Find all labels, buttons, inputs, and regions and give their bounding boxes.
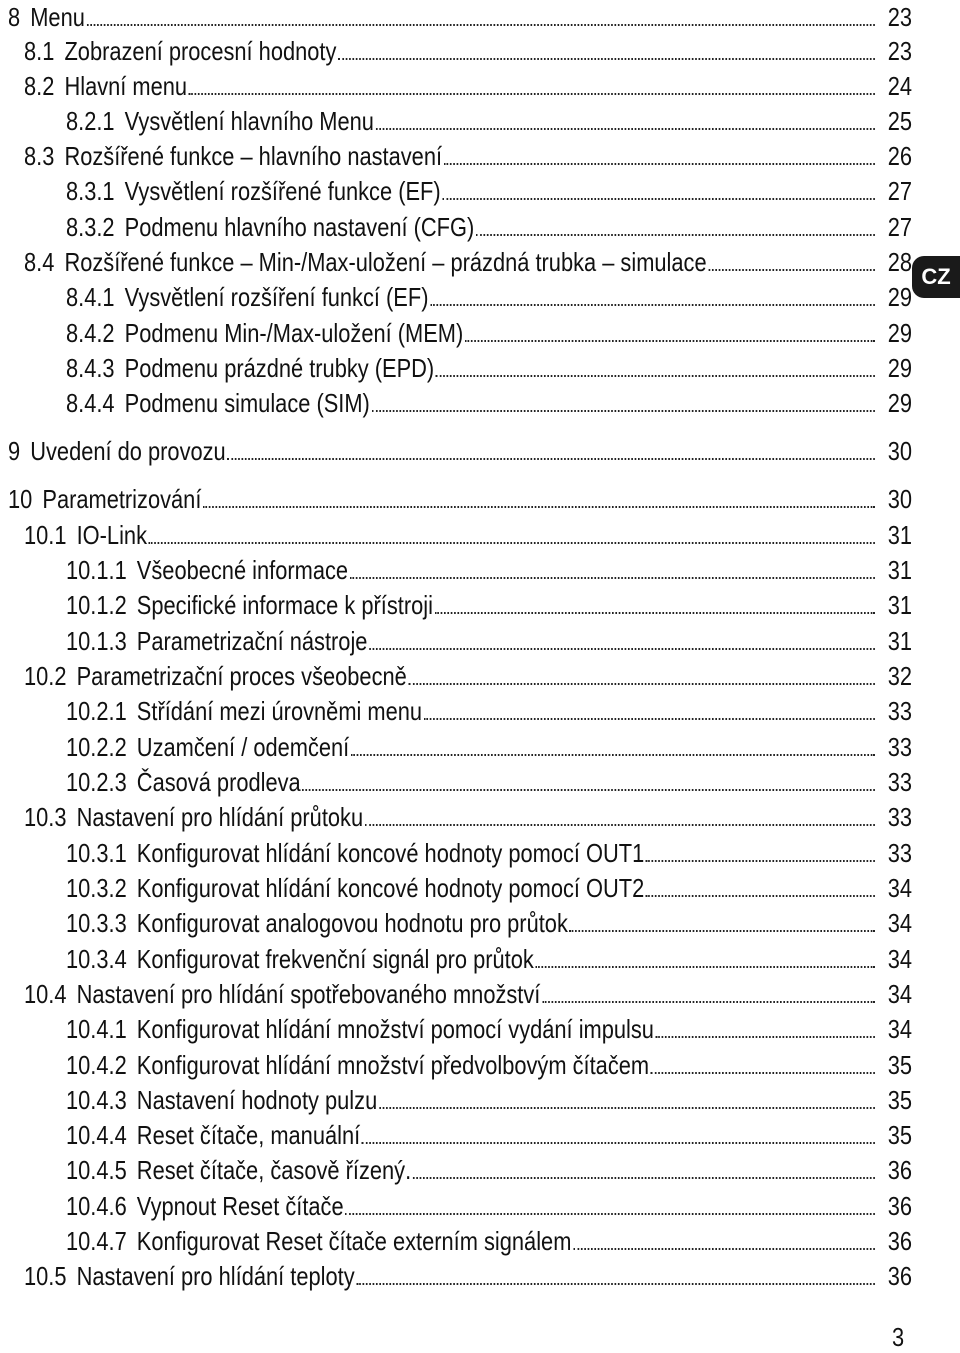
toc-row[interactable]	[0, 1189, 960, 1223]
toc-row[interactable]	[0, 659, 960, 693]
toc-title: Konfigurovat Reset čítače externím signálem	[136, 1226, 572, 1256]
toc-row[interactable]	[0, 906, 960, 940]
dot-leader	[570, 929, 875, 932]
dot-leader	[476, 233, 875, 236]
toc-number: 10.3.4	[66, 944, 127, 974]
toc-title: Konfigurovat hlídání množství předvolbovým čítačem	[136, 1050, 650, 1080]
dot-leader	[573, 1247, 875, 1250]
toc-row[interactable]	[0, 434, 960, 468]
toc-number: 8.2.1	[66, 106, 115, 136]
toc-page-number: 23	[887, 36, 912, 66]
toc-title: Parametrizování	[42, 484, 202, 514]
toc-page-number: 29	[887, 282, 912, 312]
toc-page-number: 23	[887, 2, 912, 32]
toc-row[interactable]	[0, 694, 960, 728]
toc-entry	[66, 624, 912, 658]
dot-leader	[535, 965, 875, 968]
toc-page-number: 29	[887, 353, 912, 383]
toc-entry	[24, 139, 912, 173]
toc-number: 8.3.2	[66, 212, 115, 242]
toc-title: Podmenu prázdné trubky (EPD)	[124, 353, 435, 383]
toc-page-number: 33	[887, 732, 912, 762]
toc-number: 8.4.3	[66, 353, 115, 383]
toc-entry	[8, 0, 912, 34]
toc-title: Konfigurovat analogovou hodnotu pro průtok	[136, 908, 568, 938]
toc-entry	[8, 482, 912, 516]
dot-leader	[149, 541, 875, 544]
toc-row[interactable]	[0, 1153, 960, 1187]
toc-page-number: 33	[887, 838, 912, 868]
toc-page-number: 31	[887, 626, 912, 656]
toc-row[interactable]	[0, 1012, 960, 1046]
toc-page-number: 31	[887, 555, 912, 585]
toc-title: Vysvětlení rozšířené funkce (EF)	[124, 176, 441, 206]
toc-number: 8.2	[24, 71, 55, 101]
toc-number: 8.4.2	[66, 318, 115, 348]
toc-number: 10.4.1	[66, 1014, 127, 1044]
dot-leader	[656, 1035, 875, 1038]
toc-row[interactable]	[0, 588, 960, 622]
toc-page-number: 33	[887, 696, 912, 726]
toc-page-number: 31	[887, 590, 912, 620]
dot-leader	[442, 197, 875, 200]
toc-page-number: 35	[887, 1085, 912, 1115]
toc-entry	[66, 553, 912, 587]
toc-entry	[66, 351, 912, 385]
toc-title: Vypnout Reset čítače	[136, 1191, 344, 1221]
toc-row[interactable]	[0, 518, 960, 552]
toc-title: Vysvětlení rozšíření funkcí (EF)	[124, 282, 429, 312]
dot-leader	[465, 339, 875, 342]
toc-entry	[24, 34, 912, 68]
dot-leader	[189, 92, 875, 95]
toc-title: Rozšířené funkce – hlavního nastavení	[64, 141, 443, 171]
toc-title: Parametrizační nástroje	[136, 626, 368, 656]
toc-entry	[66, 174, 912, 208]
toc-number: 10.3.2	[66, 873, 127, 903]
dot-leader	[542, 1000, 875, 1003]
dot-leader	[369, 647, 875, 650]
toc-entry	[24, 1259, 912, 1293]
toc-title: Hlavní menu	[64, 71, 188, 101]
dot-leader	[302, 788, 875, 791]
toc-title: Nastavení pro hlídání průtoku	[76, 802, 364, 832]
toc-entry	[66, 906, 912, 940]
toc-page-number: 35	[887, 1050, 912, 1080]
toc-number: 10.4.3	[66, 1085, 127, 1115]
toc-row[interactable]	[0, 174, 960, 208]
toc-entry	[66, 836, 912, 870]
toc-title: Konfigurovat hlídání koncové hodnoty pomocí OUT2	[136, 873, 645, 903]
toc-row[interactable]	[0, 977, 960, 1011]
toc-row[interactable]	[0, 553, 960, 587]
dot-leader	[408, 682, 875, 685]
toc-entry	[24, 659, 912, 693]
toc-row[interactable]	[0, 386, 960, 420]
toc-page-number: 29	[887, 318, 912, 348]
toc-page-number: 27	[887, 176, 912, 206]
toc-number: 10.1	[24, 520, 67, 550]
toc-page-number: 36	[887, 1155, 912, 1185]
toc-number: 8.4.1	[66, 282, 115, 312]
toc-number: 9	[8, 436, 21, 466]
toc-title: Nastavení pro hlídání teploty	[76, 1261, 355, 1291]
toc-number: 10.4.7	[66, 1226, 127, 1256]
dot-leader	[435, 611, 875, 614]
toc-page-number: 34	[887, 944, 912, 974]
toc-page-number: 34	[887, 908, 912, 938]
toc-row[interactable]	[0, 1259, 960, 1293]
toc-row[interactable]	[0, 280, 960, 314]
toc-title: Reset čítače, časově řízený.	[136, 1155, 412, 1185]
toc-page-number: 30	[887, 484, 912, 514]
toc-title: Nastavení hodnoty pulzu	[136, 1085, 378, 1115]
toc-entry	[66, 210, 912, 244]
toc-entry	[66, 1012, 912, 1046]
toc-title: Konfigurovat hlídání koncové hodnoty pomocí OUT1	[136, 838, 645, 868]
toc-entry	[66, 1118, 912, 1152]
toc-title: IO-Link	[76, 520, 147, 550]
dot-leader	[362, 1141, 875, 1144]
toc-entry	[66, 694, 912, 728]
toc-number: 8	[8, 2, 21, 32]
toc-number: 10.2	[24, 661, 67, 691]
toc-title: Uvedení do provozu	[30, 436, 226, 466]
toc-page-number: 34	[887, 873, 912, 903]
toc-number: 10	[8, 484, 33, 514]
toc-row[interactable]	[0, 139, 960, 173]
dot-leader	[372, 409, 876, 412]
toc-entry	[66, 386, 912, 420]
toc-title: Časová prodleva	[136, 767, 301, 797]
toc-number: 10.4.2	[66, 1050, 127, 1080]
dot-leader	[365, 823, 875, 826]
toc-page-number: 29	[887, 388, 912, 418]
toc-row[interactable]	[0, 765, 960, 799]
dot-leader	[444, 162, 875, 165]
toc-page-number: 35	[887, 1120, 912, 1150]
toc-number: 8.3.1	[66, 176, 115, 206]
toc-title: Parametrizační proces všeobecně	[76, 661, 407, 691]
dot-leader	[345, 1212, 875, 1215]
toc-entry	[24, 245, 912, 279]
toc-row[interactable]	[0, 730, 960, 764]
toc-row[interactable]	[0, 1118, 960, 1152]
toc-number: 8.4.4	[66, 388, 115, 418]
toc-row[interactable]	[0, 871, 960, 905]
toc-page-number: 28	[887, 247, 912, 277]
toc-row[interactable]	[0, 34, 960, 68]
dot-leader	[350, 576, 875, 579]
toc-row[interactable]	[0, 0, 960, 34]
toc-title: Nastavení pro hlídání spotřebovaného množství	[76, 979, 541, 1009]
toc-entry	[66, 765, 912, 799]
toc-number: 10.4.5	[66, 1155, 127, 1185]
toc-number: 8.4	[24, 247, 55, 277]
toc-row[interactable]	[0, 316, 960, 350]
toc-title: Zobrazení procesní hodnoty	[64, 36, 337, 66]
toc-entry	[66, 1189, 912, 1223]
toc-page-number: 34	[887, 979, 912, 1009]
toc-row[interactable]	[0, 104, 960, 138]
toc-number: 10.2.1	[66, 696, 127, 726]
dot-leader	[646, 859, 875, 862]
toc-title: Rozšířené funkce – Min-/Max-uložení – prázdná trubka – simulace	[64, 247, 707, 277]
toc-row[interactable]	[0, 836, 960, 870]
toc-title: Specifické informace k přístroji	[136, 590, 433, 620]
toc-entry	[66, 942, 912, 976]
toc-entry	[66, 1224, 912, 1258]
toc-number: 8.3	[24, 141, 55, 171]
dot-leader	[708, 268, 875, 271]
toc-number: 10.2.3	[66, 767, 127, 797]
toc-page-number: 26	[887, 141, 912, 171]
toc-title: Všeobecné informace	[136, 555, 349, 585]
dot-leader	[338, 57, 875, 60]
toc-number: 10.5	[24, 1261, 67, 1291]
toc-row[interactable]	[0, 1048, 960, 1082]
toc-row[interactable]	[0, 482, 960, 516]
toc-entry	[66, 280, 912, 314]
toc-row[interactable]	[0, 210, 960, 244]
dot-leader	[436, 374, 875, 377]
toc-title: Podmenu simulace (SIM)	[124, 388, 370, 418]
toc-page-number: 33	[887, 767, 912, 797]
toc-row[interactable]	[0, 245, 960, 279]
dot-leader	[379, 1106, 875, 1109]
toc-entry	[24, 800, 912, 834]
toc-number: 10.4	[24, 979, 67, 1009]
toc-entry	[24, 518, 912, 552]
toc-page-number: 36	[887, 1191, 912, 1221]
toc-page-number: 31	[887, 520, 912, 550]
toc-title: Menu	[30, 2, 85, 32]
toc-number: 10.1.3	[66, 626, 127, 656]
toc-number: 10.4.4	[66, 1120, 127, 1150]
toc-number: 10.3.1	[66, 838, 127, 868]
toc-entry	[66, 1083, 912, 1117]
dot-leader	[351, 753, 875, 756]
dot-leader	[413, 1176, 875, 1179]
toc-entry	[66, 104, 912, 138]
toc-row[interactable]	[0, 800, 960, 834]
toc-entry	[24, 69, 912, 103]
toc-row[interactable]	[0, 351, 960, 385]
toc-title: Uzamčení / odemčení	[136, 732, 350, 762]
dot-leader	[227, 457, 875, 460]
toc-title: Vysvětlení hlavního Menu	[124, 106, 374, 136]
toc-page-number: 36	[887, 1226, 912, 1256]
toc-page-number: 32	[887, 661, 912, 691]
toc-page-number: 33	[887, 802, 912, 832]
toc-entry	[66, 316, 912, 350]
language-tab: CZ	[912, 256, 960, 298]
toc-title: Reset čítače, manuální	[136, 1120, 361, 1150]
toc-page-number: 25	[887, 106, 912, 136]
toc-row[interactable]	[0, 942, 960, 976]
toc-entry	[66, 871, 912, 905]
toc-number: 10.1.1	[66, 555, 127, 585]
toc-page-number: 34	[887, 1014, 912, 1044]
toc-entry	[8, 434, 912, 468]
toc-row[interactable]	[0, 69, 960, 103]
toc-number: 8.1	[24, 36, 55, 66]
toc-number: 10.4.6	[66, 1191, 127, 1221]
dot-leader	[646, 894, 875, 897]
page-number: 3	[892, 1322, 905, 1352]
toc-title: Podmenu hlavního nastavení (CFG)	[124, 212, 475, 242]
toc-entry	[66, 730, 912, 764]
toc-page-number: 27	[887, 212, 912, 242]
toc-page-number: 36	[887, 1261, 912, 1291]
toc-number: 10.2.2	[66, 732, 127, 762]
dot-leader	[651, 1071, 875, 1074]
toc-page-number: 24	[887, 71, 912, 101]
toc-page-number: 30	[887, 436, 912, 466]
toc-entry	[66, 1153, 912, 1187]
toc-entry	[24, 977, 912, 1011]
toc-row[interactable]	[0, 1083, 960, 1117]
toc-title: Podmenu Min-/Max-uložení (MEM)	[124, 318, 464, 348]
toc-title: Konfigurovat hlídání množství pomocí vydání impulsu	[136, 1014, 654, 1044]
toc-number: 10.1.2	[66, 590, 127, 620]
toc-number: 10.3	[24, 802, 67, 832]
toc-title: Konfigurovat frekvenční signál pro průtok	[136, 944, 534, 974]
dot-leader	[424, 717, 875, 720]
dot-leader	[376, 127, 875, 130]
dot-leader	[430, 303, 875, 306]
dot-leader	[87, 23, 875, 26]
toc-entry	[66, 1048, 912, 1082]
toc-entry	[66, 588, 912, 622]
toc-row[interactable]	[0, 624, 960, 658]
toc-row[interactable]	[0, 1224, 960, 1258]
toc-title: Střídání mezi úrovněmi menu	[136, 696, 423, 726]
dot-leader	[203, 505, 875, 508]
dot-leader	[356, 1282, 875, 1285]
toc-number: 10.3.3	[66, 908, 127, 938]
